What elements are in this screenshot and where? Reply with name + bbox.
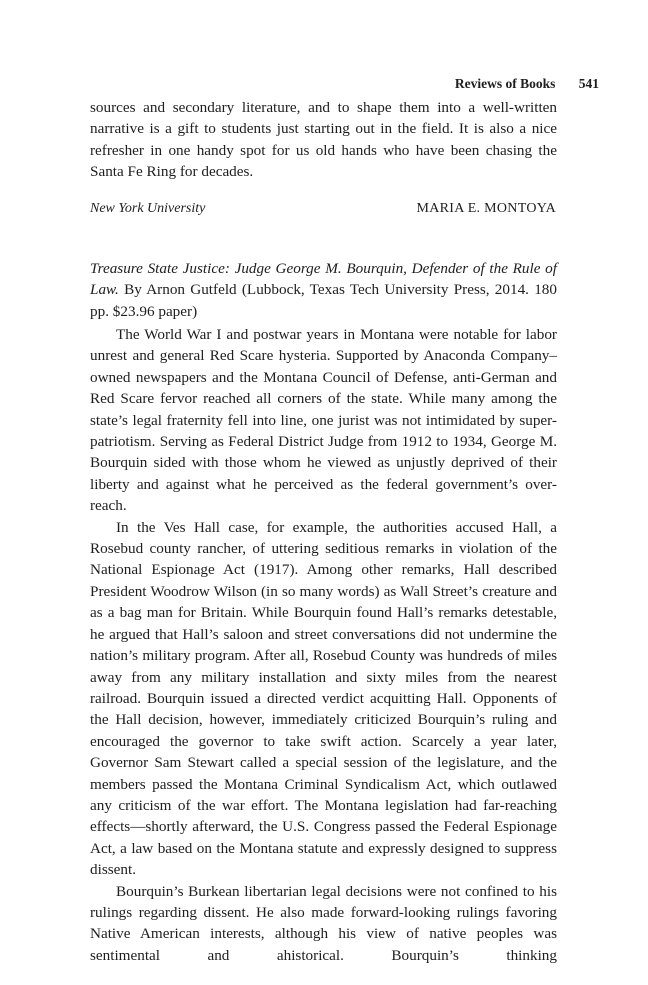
review-paragraph: Bourquin’s Burkean libertarian legal decisions were not confined to his rulings regarding dissent. He also made forward-looking rulings favoring Native American interests, although his view of native peoples was sentimental and ahistorical. Bourquin’s thinking: [90, 882, 557, 964]
page-number: 541: [578, 76, 599, 91]
previous-review-closing-paragraph: sources and secondary literature, and to shape them into a well-written narrative is a gift to students just starting out in the field. It is also a nice refresher in one handy spot for us old hands who have been chasing the Santa Fe Ring for decades.: [90, 99, 557, 181]
book-title: Treasure State Justice: Judge George M. Bourquin, Defender of the Rule of Law.: [90, 260, 557, 299]
previous-review-signature: [90, 201, 557, 217]
running-title: Reviews of Books: [454, 76, 556, 91]
previous-review-ending: [90, 97, 557, 183]
reviewer-name: MARIA E. MONTOYA: [416, 201, 556, 216]
review-paragraph: In the Ves Hall case, for example, the authorities accused Hall, a Rosebud county rancher, of uttering seditious remarks in violation of the National Espionage Act (1917). Among other remarks, Hall described President Woodrow Wilson (in so many words) as Wall Street’s creature and as a bag man for Britain. While Bourquin found Hall’s remarks detestable, he argued that Hall’s saloon and street conversations did not undermine the nation’s military program. After all, Rosebud County was hundreds of miles away from any military installation and sixty miles from the nearest railroad. Bourquin issued a directed verdict acquitting Hall. Opponents of the Hall decision, however, immediately criticized Bourquin’s ruling and encouraged the governor to take swift action. Scarcely a year later, Governor Sam Stewart called a special session of the legislature, and the members passed the Montana Criminal Syndicalism Act, which outlawed any criticism of the war effort. The Montana legislation had far-reaching effects—shortly afterward, the U.S. Congress passed the Federal Espionage Act, a law based on the Montana statute and expressly designed to suppress dissent.: [90, 518, 557, 879]
review-body: [90, 324, 557, 966]
running-header: [455, 76, 599, 92]
book-citation: [90, 258, 557, 322]
book-details: By Arnon Gutfeld (Lubbock, Texas Tech University Press, 2014. 180 pp. $23.96 paper): [90, 281, 557, 320]
review-paragraph: The World War I and postwar years in Montana were notable for labor unrest and general Red Scare hysteria. Supported by Anaconda Company–owned newspapers and the Montana Council of Defense, anti-German and Red Scare fervor reached all corners of the state. While many among the state’s legal fraternity fell into line, one jurist was not intimidated by super-patriotism. Serving as Federal District Judge from 1912 to 1934, George M. Bourquin sided with those whom he viewed as unjustly deprived of their liberty and against what he perceived as the federal government’s over-reach.: [90, 326, 557, 515]
book-citation-paragraph: [90, 258, 557, 322]
reviewer-affiliation: New York University: [90, 201, 206, 216]
